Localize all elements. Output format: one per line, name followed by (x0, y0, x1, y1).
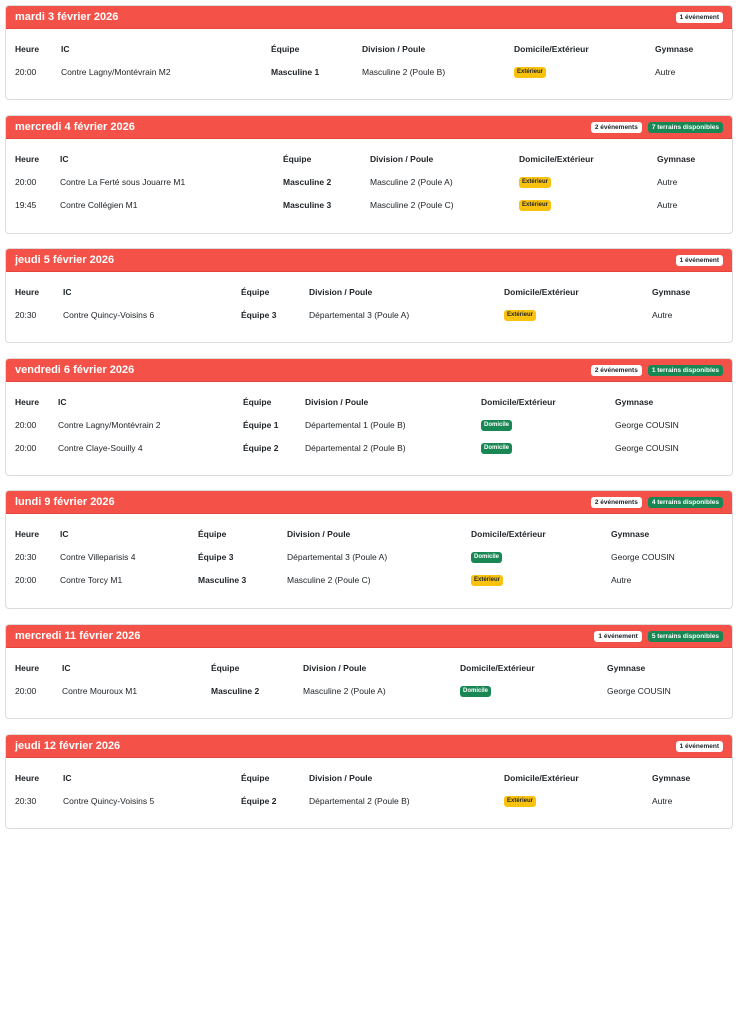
table-header (6, 661, 732, 675)
cell-ic: Contre Quincy-Voisins 5 (63, 796, 155, 806)
exterieur-badge: Extérieur (471, 575, 503, 586)
day-card (5, 5, 733, 100)
cell-gymnase: George COUSIN (607, 686, 671, 696)
column-header-heure: Heure (15, 529, 40, 539)
column-header-division: Division / Poule (287, 529, 351, 539)
cell-division: Masculine 2 (Poule C) (287, 575, 371, 585)
cell-lieu (519, 175, 551, 189)
table-header (6, 42, 732, 56)
column-header-equipe: Équipe (241, 287, 270, 297)
day-badges (676, 255, 723, 266)
cell-lieu (504, 794, 536, 808)
day-badges (676, 741, 723, 752)
day-badges (591, 497, 723, 508)
day-badges (594, 631, 723, 642)
column-header-ic: IC (60, 154, 69, 164)
events-count-badge: 1 événement (676, 12, 723, 23)
exterieur-badge: Extérieur (519, 177, 551, 188)
cell-gymnase: George COUSIN (611, 552, 675, 562)
cell-heure: 20:00 (15, 686, 37, 696)
domicile-badge: Domicile (481, 420, 512, 431)
cell-division: Départemental 3 (Poule A) (309, 310, 410, 320)
cell-gymnase: Autre (657, 177, 678, 187)
column-header-lieu: Domicile/Extérieur (460, 663, 535, 673)
exterieur-badge: Extérieur (514, 67, 546, 78)
cell-heure: 20:00 (15, 443, 37, 453)
cell-lieu (460, 684, 491, 698)
column-header-division: Division / Poule (370, 154, 434, 164)
table-header (6, 771, 732, 785)
domicile-badge: Domicile (481, 443, 512, 454)
day-card (5, 624, 733, 719)
cell-lieu (504, 308, 536, 322)
cell-gymnase: Autre (652, 796, 673, 806)
day-title: vendredi 6 février 2026 (15, 364, 135, 376)
table-row (6, 684, 732, 698)
column-header-lieu: Domicile/Extérieur (504, 287, 579, 297)
cell-equipe: Équipe 1 (243, 420, 279, 430)
courts-available-badge: 1 terrains disponibles (648, 365, 723, 376)
cell-heure: 20:30 (15, 796, 37, 806)
courts-available-badge: 5 terrains disponibles (648, 631, 723, 642)
exterieur-badge: Extérieur (504, 796, 536, 807)
day-header (6, 491, 732, 514)
cell-division: Masculine 2 (Poule A) (303, 686, 386, 696)
column-header-division: Division / Poule (305, 397, 369, 407)
exterieur-badge: Extérieur (519, 200, 551, 211)
cell-gymnase: Autre (652, 310, 673, 320)
day-title: mercredi 4 février 2026 (15, 121, 135, 133)
events-count-badge: 2 événements (591, 365, 642, 376)
day-header (6, 249, 732, 272)
column-header-ic: IC (63, 773, 72, 783)
cell-ic: Contre Claye-Souilly 4 (58, 443, 143, 453)
cell-heure: 20:00 (15, 420, 37, 430)
day-card (5, 358, 733, 476)
column-header-gymnase: Gymnase (655, 44, 694, 54)
column-header-lieu: Domicile/Extérieur (514, 44, 589, 54)
domicile-badge: Domicile (471, 552, 502, 563)
day-card (5, 115, 733, 234)
cell-division: Masculine 2 (Poule A) (370, 177, 453, 187)
column-header-equipe: Équipe (283, 154, 312, 164)
cell-equipe: Masculine 2 (283, 177, 332, 187)
domicile-badge: Domicile (460, 686, 491, 697)
cell-division: Départemental 2 (Poule B) (305, 443, 406, 453)
column-header-gymnase: Gymnase (607, 663, 646, 673)
events-count-badge: 2 événements (591, 497, 642, 508)
day-title: lundi 9 février 2026 (15, 496, 115, 508)
column-header-lieu: Domicile/Extérieur (519, 154, 594, 164)
table-header (6, 285, 732, 299)
cell-gymnase: Autre (655, 67, 676, 77)
cell-lieu (481, 418, 512, 432)
table-row (6, 550, 732, 564)
column-header-lieu: Domicile/Extérieur (504, 773, 579, 783)
cell-ic: Contre Quincy-Voisins 6 (63, 310, 155, 320)
day-badges (676, 12, 723, 23)
table-row (6, 441, 732, 455)
column-header-equipe: Équipe (198, 529, 227, 539)
cell-division: Départemental 1 (Poule B) (305, 420, 406, 430)
events-count-badge: 1 événement (676, 255, 723, 266)
column-header-gymnase: Gymnase (615, 397, 654, 407)
column-header-lieu: Domicile/Extérieur (481, 397, 556, 407)
cell-ic: Contre Lagny/Montévrain M2 (61, 67, 171, 77)
cell-equipe: Masculine 3 (198, 575, 247, 585)
cell-division: Départemental 2 (Poule B) (309, 796, 410, 806)
cell-equipe: Équipe 2 (241, 796, 277, 806)
cell-division: Masculine 2 (Poule C) (370, 200, 454, 210)
column-header-gymnase: Gymnase (652, 773, 691, 783)
courts-available-badge: 7 terrains disponibles (648, 122, 723, 133)
cell-ic: Contre La Ferté sous Jouarre M1 (60, 177, 186, 187)
column-header-division: Division / Poule (362, 44, 426, 54)
table-row (6, 65, 732, 79)
day-header (6, 6, 732, 29)
cell-heure: 20:30 (15, 310, 37, 320)
column-header-ic: IC (60, 529, 69, 539)
column-header-heure: Heure (15, 154, 40, 164)
cell-lieu (481, 441, 512, 455)
cell-heure: 20:30 (15, 552, 37, 562)
cell-equipe: Masculine 3 (283, 200, 332, 210)
cell-ic: Contre Lagny/Montévrain 2 (58, 420, 161, 430)
events-count-badge: 1 événement (594, 631, 641, 642)
table-row (6, 418, 732, 432)
table-row (6, 308, 732, 322)
column-header-ic: IC (61, 44, 70, 54)
day-card (5, 734, 733, 829)
day-title: mercredi 11 février 2026 (15, 630, 141, 642)
column-header-heure: Heure (15, 287, 40, 297)
cell-lieu (471, 550, 502, 564)
cell-lieu (514, 65, 546, 79)
table-header (6, 152, 732, 166)
cell-division: Masculine 2 (Poule B) (362, 67, 446, 77)
cell-equipe: Masculine 1 (271, 67, 320, 77)
column-header-heure: Heure (15, 663, 40, 673)
column-header-ic: IC (63, 287, 72, 297)
day-badges (591, 365, 723, 376)
table-row (6, 573, 732, 587)
cell-lieu (471, 573, 503, 587)
cell-gymnase: Autre (657, 200, 678, 210)
events-count-badge: 2 événements (591, 122, 642, 133)
column-header-lieu: Domicile/Extérieur (471, 529, 546, 539)
column-header-ic: IC (62, 663, 71, 673)
day-badges (591, 122, 723, 133)
cell-gymnase: George COUSIN (615, 420, 679, 430)
cell-heure: 19:45 (15, 200, 37, 210)
day-title: mardi 3 février 2026 (15, 11, 119, 23)
table-row (6, 794, 732, 808)
column-header-gymnase: Gymnase (652, 287, 691, 297)
column-header-gymnase: Gymnase (657, 154, 696, 164)
day-title: jeudi 12 février 2026 (15, 740, 121, 752)
column-header-heure: Heure (15, 397, 40, 407)
column-header-heure: Heure (15, 44, 40, 54)
cell-equipe: Équipe 2 (243, 443, 279, 453)
day-header (6, 116, 732, 139)
courts-available-badge: 4 terrains disponibles (648, 497, 723, 508)
column-header-division: Division / Poule (303, 663, 367, 673)
cell-lieu (519, 198, 551, 212)
cell-ic: Contre Mouroux M1 (62, 686, 138, 696)
day-header (6, 625, 732, 648)
cell-equipe: Équipe 3 (198, 552, 234, 562)
column-header-gymnase: Gymnase (611, 529, 650, 539)
exterieur-badge: Extérieur (504, 310, 536, 321)
column-header-division: Division / Poule (309, 287, 373, 297)
cell-gymnase: George COUSIN (615, 443, 679, 453)
cell-heure: 20:00 (15, 67, 37, 77)
cell-ic: Contre Villeparisis 4 (60, 552, 136, 562)
events-count-badge: 1 événement (676, 741, 723, 752)
cell-equipe: Équipe 3 (241, 310, 277, 320)
cell-division: Départemental 3 (Poule A) (287, 552, 388, 562)
cell-ic: Contre Torcy M1 (60, 575, 123, 585)
cell-equipe: Masculine 2 (211, 686, 260, 696)
column-header-equipe: Équipe (243, 397, 272, 407)
day-title: jeudi 5 février 2026 (15, 254, 115, 266)
table-header (6, 395, 732, 409)
column-header-division: Division / Poule (309, 773, 373, 783)
cell-heure: 20:00 (15, 177, 37, 187)
day-header (6, 359, 732, 382)
table-row (6, 198, 732, 212)
table-header (6, 527, 732, 541)
column-header-equipe: Équipe (241, 773, 270, 783)
cell-gymnase: Autre (611, 575, 632, 585)
day-card (5, 248, 733, 343)
column-header-equipe: Équipe (211, 663, 240, 673)
table-row (6, 175, 732, 189)
cell-ic: Contre Collégien M1 (60, 200, 138, 210)
column-header-equipe: Équipe (271, 44, 300, 54)
day-header (6, 735, 732, 758)
cell-heure: 20:00 (15, 575, 37, 585)
column-header-heure: Heure (15, 773, 40, 783)
column-header-ic: IC (58, 397, 67, 407)
day-card (5, 490, 733, 609)
